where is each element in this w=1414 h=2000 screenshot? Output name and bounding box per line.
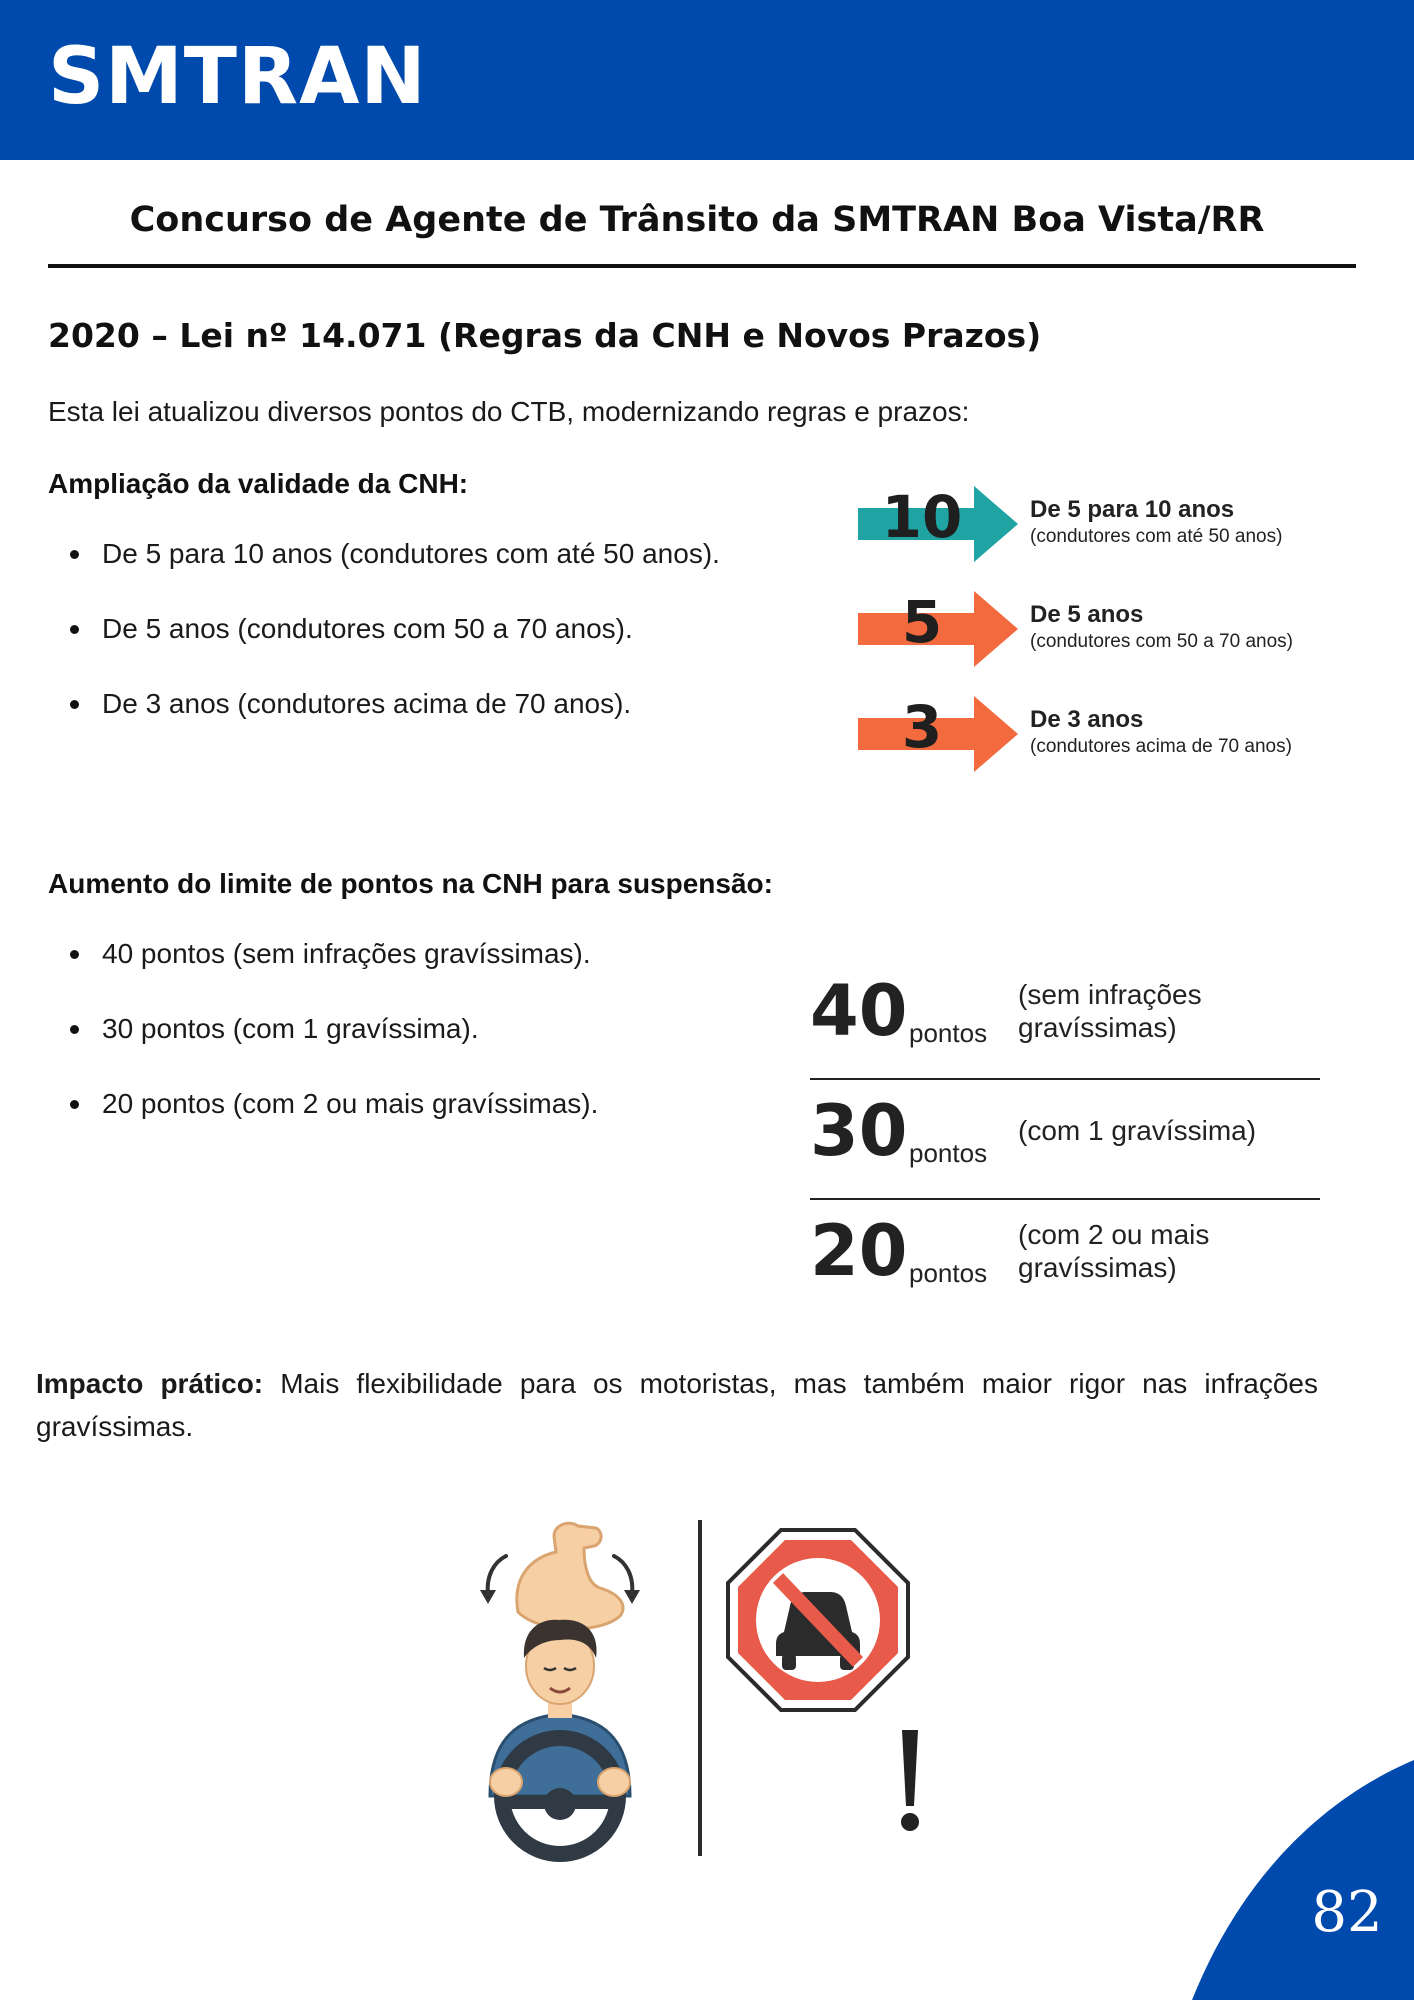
points-number: 20 — [810, 1210, 908, 1292]
list-item: De 3 anos (condutores acima de 70 anos). — [66, 687, 720, 762]
validity-title: De 5 para 10 anos — [1030, 496, 1235, 523]
validity-number: 5 — [901, 588, 943, 656]
points-unit: pontos — [909, 1258, 988, 1288]
points-description: (com 2 ou mais gravíssimas) — [1018, 1219, 1210, 1283]
validity-subtitle: (condutores acima de 70 anos) — [1030, 736, 1292, 757]
points-unit: pontos — [909, 1018, 988, 1048]
validity-title: De 3 anos — [1030, 706, 1144, 733]
points-number: 40 — [810, 970, 908, 1052]
list-item: De 5 anos (condutores com 50 a 70 anos). — [66, 612, 720, 687]
page-number: 82 — [1311, 1880, 1383, 1945]
points-heading: Aumento do limite de pontos na CNH para suspensão: — [48, 868, 773, 899]
points-unit: pontos — [909, 1138, 988, 1168]
validity-number: 3 — [901, 693, 943, 761]
validity-title: De 5 anos — [1030, 601, 1144, 628]
brand-logo: SMTRAN — [48, 32, 427, 122]
list-item: 30 pontos (com 1 gravíssima). — [66, 1012, 598, 1087]
list-item: 40 pontos (sem infrações gravíssimas). — [66, 937, 598, 1012]
validity-subtitle: (condutores com até 50 anos) — [1030, 526, 1283, 547]
points-description: (sem infrações gravíssimas) — [1018, 979, 1202, 1043]
intro-text: Esta lei atualizou diversos pontos do CTB, modernizando regras e prazos: — [48, 396, 970, 427]
document-title: Concurso de Agente de Trânsito da SMTRAN Boa Vista/RR — [129, 200, 1265, 240]
section-title: 2020 – Lei nº 14.071 (Regras da CNH e Novos Prazos) — [48, 316, 1042, 355]
points-number: 30 — [810, 1090, 908, 1172]
validity-subtitle: (condutores com 50 a 70 anos) — [1030, 631, 1293, 652]
list-item: De 5 para 10 anos (condutores com até 50 anos). — [66, 537, 720, 612]
points-description: (com 1 gravíssima) — [1018, 1115, 1257, 1146]
impact-text: Mais flexibilidade para os motoristas, mas também maior rigor nas infrações gravíssimas. — [36, 1368, 1318, 1442]
validity-heading: Ampliação da validade da CNH: — [48, 468, 469, 499]
impact-label: Impacto prático: — [36, 1368, 264, 1399]
validity-number: 10 — [881, 483, 963, 551]
list-item: 20 pontos (com 2 ou mais gravíssimas). — [66, 1087, 598, 1162]
